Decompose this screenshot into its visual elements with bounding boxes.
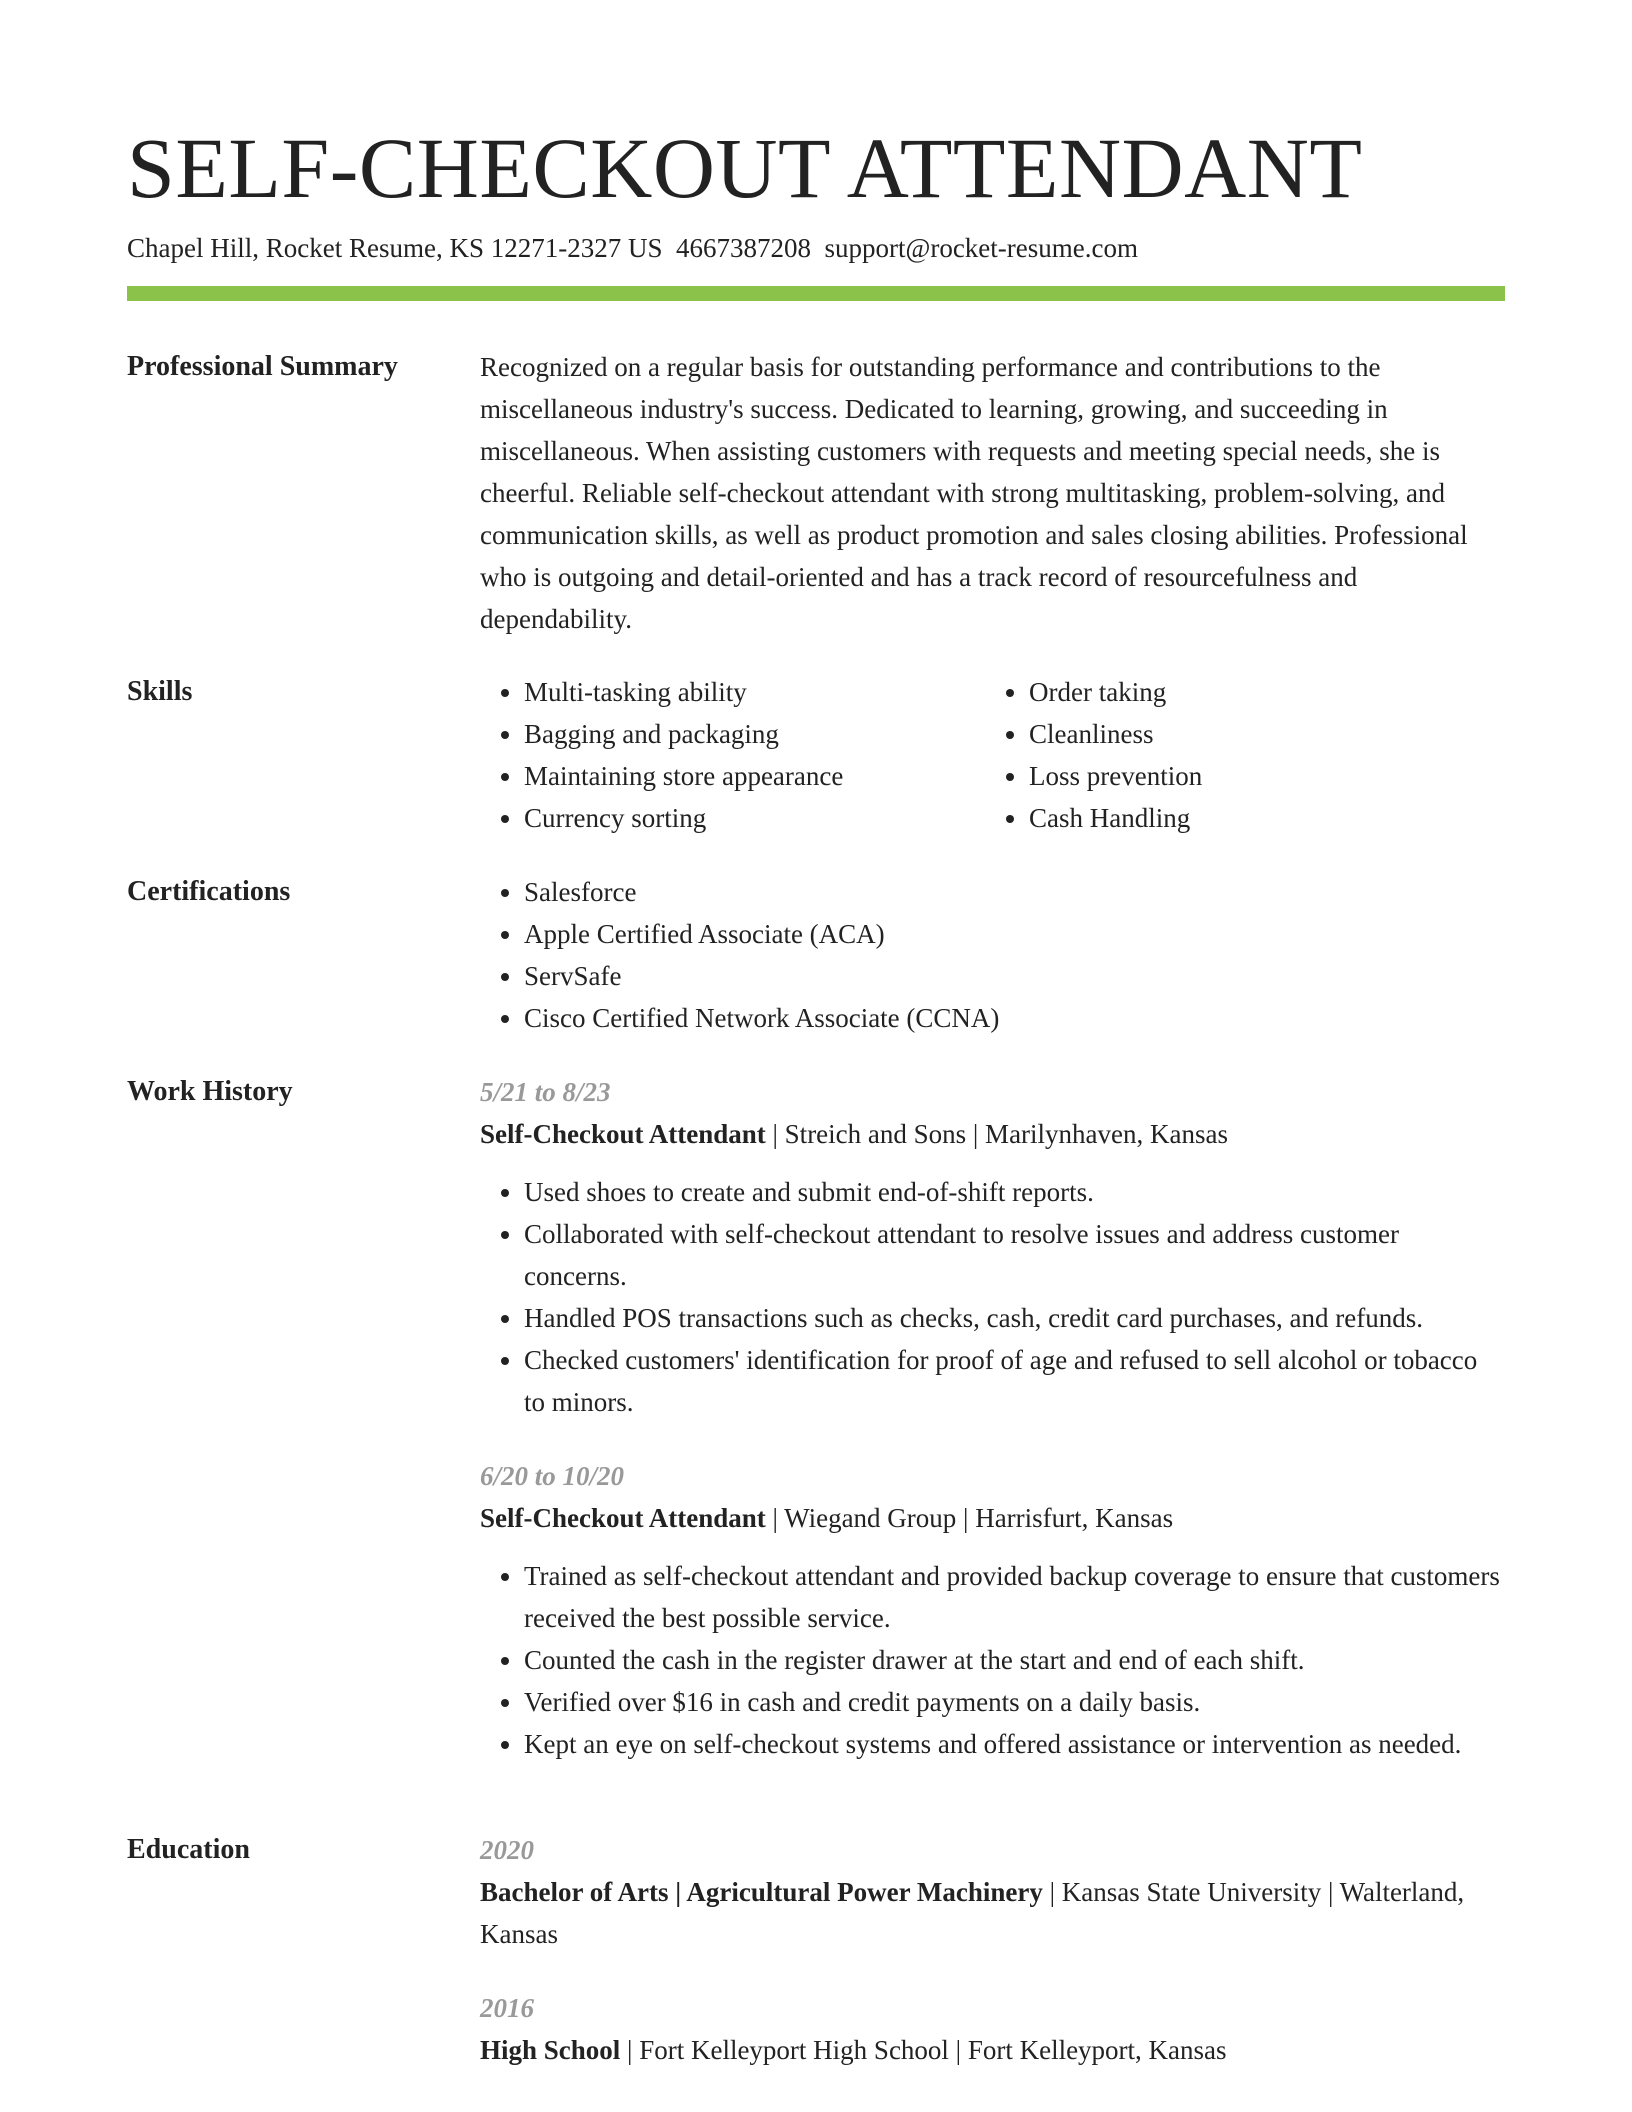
job-bullets [480,1171,1505,1423]
job-bullet: • Trained as self-checkout attendant and provided backup coverage to ensure that customers received the best possible service. [524,1555,1505,1639]
job-entry [480,1071,1505,1423]
certifications-list [480,871,1505,1039]
contact-line [127,230,1138,266]
skill-item: • Cash Handling [1029,797,1490,839]
job-bullet: • Counted the cash in the register drawer at the start and end of each shift. [524,1639,1505,1681]
resume-name: SELF-CHECKOUT ATTENDANT [127,120,1363,216]
contact-address: Chapel Hill, Rocket Resume, KS 12271-2327 US [127,233,663,263]
job-bullet: • Verified over $16 in cash and credit payments on a daily basis. [524,1681,1505,1723]
job-dates: 6/20 to 10/20 [480,1461,625,1491]
skill-item: • Order taking [1029,671,1490,713]
job-entry [480,1455,1505,1765]
skills-heading: Skills [127,676,193,707]
education-entry [480,1829,1505,1955]
summary-heading: Professional Summary [127,351,398,382]
certification-item: • Apple Certified Associate (ACA) [524,913,1505,955]
job-bullet: • Handled POS transactions such as checks, cash, credit card purchases, and refunds. [524,1297,1505,1339]
education-year: 2016 [480,1993,534,2023]
education-line [480,2029,1505,2071]
job-bullet: • Kept an eye on self-checkout systems and offered assistance or intervention as needed. [524,1723,1505,1765]
skills-list-left [480,671,985,839]
skill-item: • Multi-tasking ability [524,671,985,713]
job-bullet: • Checked customers' identification for proof of age and refused to sell alcohol or tobacco to minors. [524,1339,1505,1423]
job-role-line [480,1497,1505,1539]
job-title: Self-Checkout Attendant [480,1503,766,1533]
certifications-heading: Certifications [127,876,291,907]
education-details: | Kansas State University | Walterland, Kansas [480,1877,1465,1949]
education-details: | Fort Kelleyport High School | Fort Kelleyport, Kansas [620,2035,1227,2065]
certification-item: • Cisco Certified Network Associate (CCNA) [524,997,1505,1039]
education-line [480,1871,1505,1955]
job-bullet: • Collaborated with self-checkout attendant to resolve issues and address customer concerns. [524,1213,1505,1297]
education-entry [480,1987,1505,2071]
job-dates: 5/21 to 8/23 [480,1077,611,1107]
skills-list-right [985,671,1490,839]
skill-item: • Bagging and packaging [524,713,985,755]
contact-email: support@rocket-resume.com [824,233,1138,263]
job-bullet: • Used shoes to create and submit end-of-shift reports. [524,1171,1505,1213]
education-heading: Education [127,1834,250,1865]
certification-item: • ServSafe [524,955,1505,997]
job-details: | Streich and Sons | Marilynhaven, Kansas [765,1119,1228,1149]
skill-item: • Cleanliness [1029,713,1490,755]
certification-item: • Salesforce [524,871,1505,913]
job-title: Self-Checkout Attendant [480,1119,766,1149]
summary-text: Recognized on a regular basis for outstanding performance and contributions to the miscellaneous industry's success. Dedicated to learning, growing, and succeeding in miscellaneous. When assisting customers with requests and meeting special needs, she is cheerful. Reliable self-checkout attendant with strong multitasking, problem-solving, and communication skills, as well as product promotion and sales closing abilities. Professional who is outgoing and detail-oriented and has a track record of resourcefulness and dependability. [480,352,1468,634]
skill-item: • Currency sorting [524,797,985,839]
job-role-line [480,1113,1505,1155]
education-year: 2020 [480,1835,534,1865]
job-bullets [480,1555,1505,1765]
skill-item: • Loss prevention [1029,755,1490,797]
job-details: | Wiegand Group | Harrisfurt, Kansas [765,1503,1174,1533]
education-degree: High School [480,2035,621,2065]
work-history-heading: Work History [127,1076,293,1107]
education-degree: Bachelor of Arts | Agricultural Power Machinery [480,1877,1043,1907]
skill-item: • Maintaining store appearance [524,755,985,797]
contact-phone: 4667387208 [675,233,811,263]
header-divider [127,286,1505,301]
